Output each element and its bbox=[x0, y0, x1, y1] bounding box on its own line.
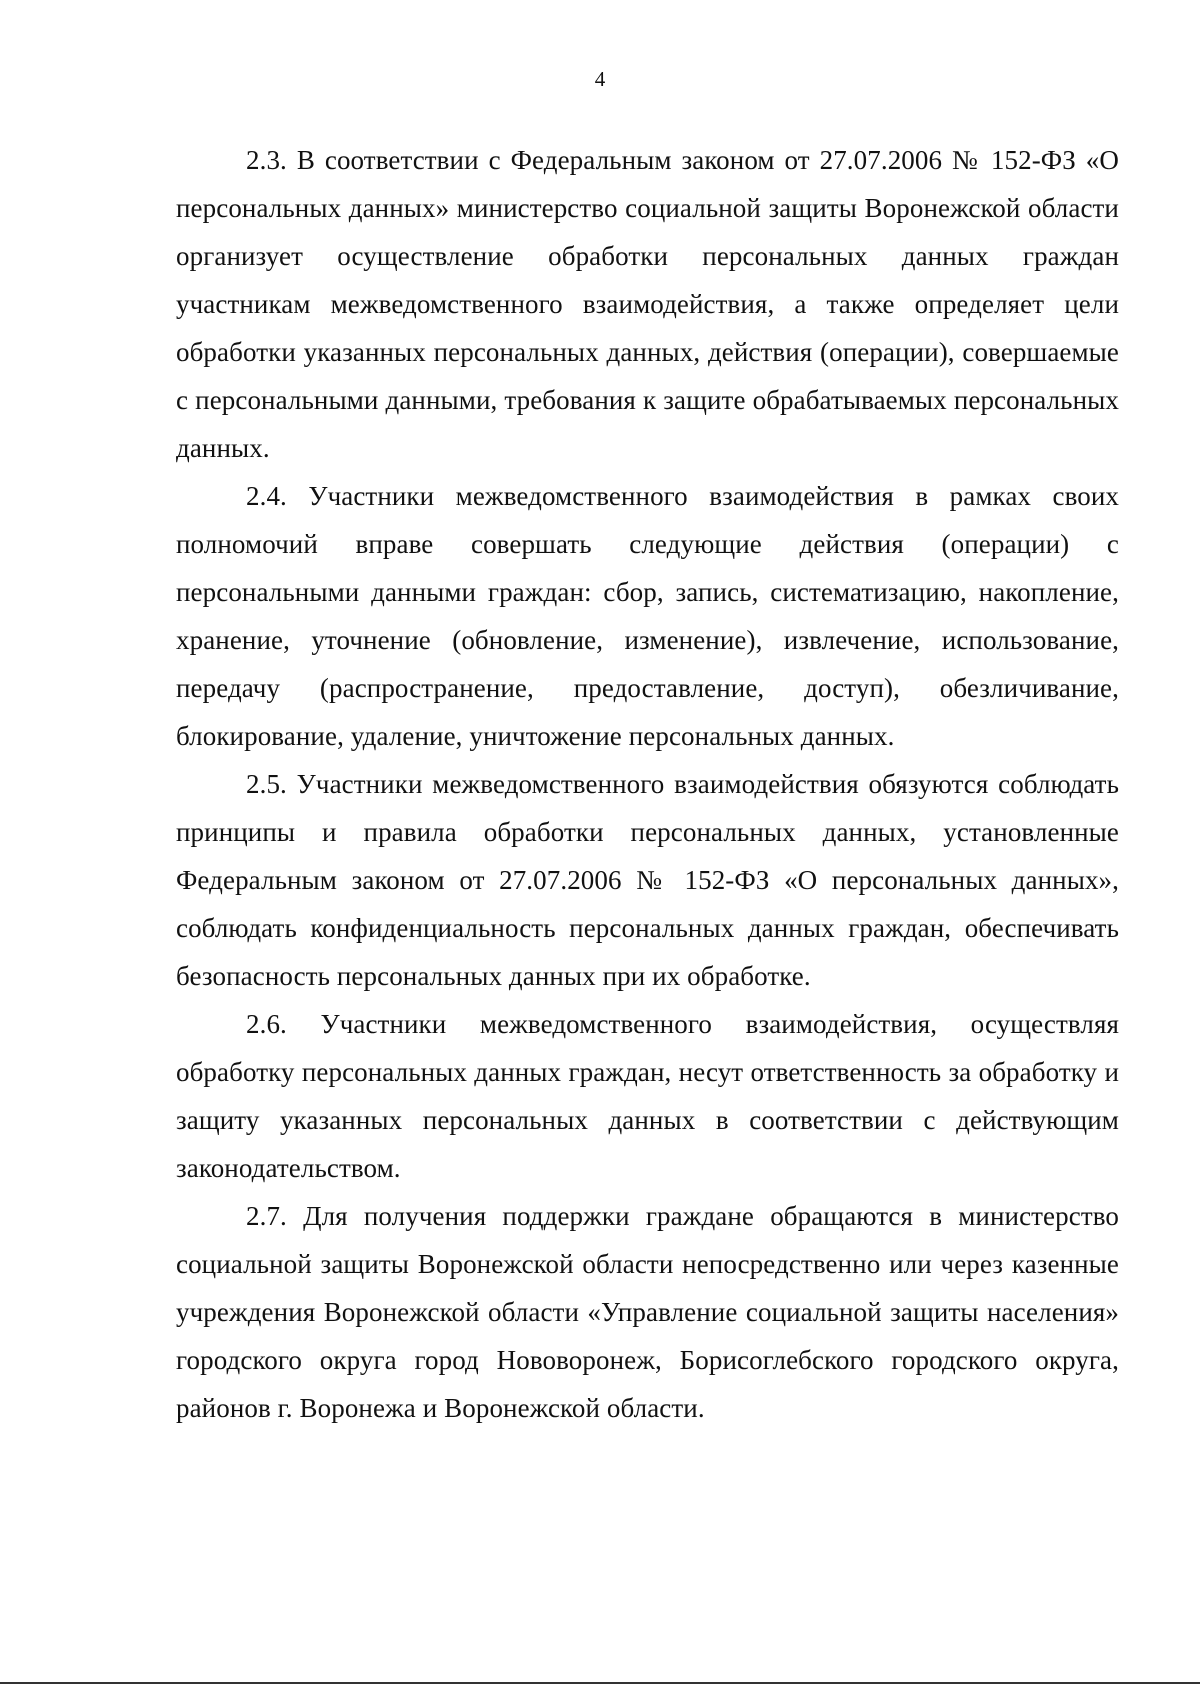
paragraph-2-4: 2.4. Участники межведомственного взаимодействия в рамках своих полномочий вправе совершать следующие действия (операции) с персональными данными граждан: сбор, запись, систематизацию, накопление, хранение, уточнение (обновление, изменение), извлечение, использование, передачу (распространение, предоставление, доступ), обезличивание, блокирование, удаление, уничтожение персональных данных. bbox=[176, 481, 1119, 751]
paragraph-2-6: 2.6. Участники межведомственного взаимодействия, осуществляя обработку персональных данных граждан, несут ответственность за обработку и защиту указанных персональных данных в соответствии с действующим законодательством. bbox=[176, 1009, 1119, 1183]
paragraph-2-7: 2.7. Для получения поддержки граждане обращаются в министерство социальной защиты Воронежской области непосредственно или через казенные учреждения Воронежской области «Управление социальной защиты населения» городского округа город Нововоронеж, Борисоглебского городского округа, районов г. Воронежа и Воронежской области. bbox=[176, 1201, 1119, 1423]
paragraph-2-3: 2.3. В соответствии с Федеральным законом от 27.07.2006 № 152-ФЗ «О персональных данных» министерство социальной защиты Воронежской области организует осуществление обработки персональных данных граждан участникам межведомственного взаимодействия, а также определяет цели обработки указанных персональных данных, действия (операции), совершаемые с персональными данными, требования к защите обрабатываемых персональных данных. bbox=[176, 145, 1119, 463]
document-body bbox=[176, 136, 1119, 1432]
paragraph-2-5: 2.5. Участники межведомственного взаимодействия обязуются соблюдать принципы и правила обработки персональных данных, установленные Федеральным законом от 27.07.2006 № 152-ФЗ «О персональных данных», соблюдать конфиденциальность персональных данных граждан, обеспечивать безопасность персональных данных при их обработке. bbox=[176, 769, 1119, 991]
page-number: 4 bbox=[594, 67, 606, 91]
page-bottom-rule bbox=[0, 1682, 1200, 1684]
